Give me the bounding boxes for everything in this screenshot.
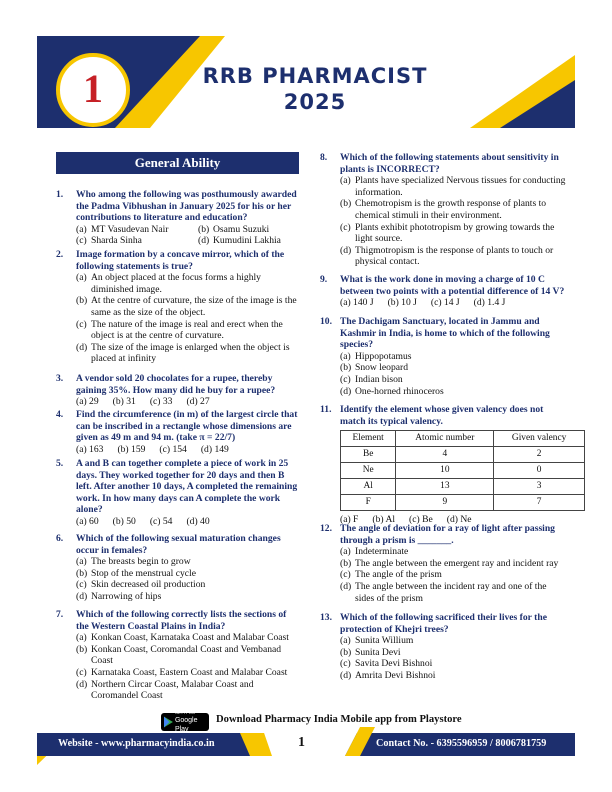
text-item: Konkan Coast, Coromandal Coast and Vembanad Coast xyxy=(91,643,282,667)
question-1 xyxy=(56,189,301,247)
text-item: Be xyxy=(341,447,396,463)
question-text: Which of the following statements about sensitivity in plants is INCORRECT? xyxy=(340,152,559,175)
text-item: Plants have specialized Nervous tissues for conducting information. xyxy=(355,175,566,198)
text-item: 1. xyxy=(56,189,64,200)
options xyxy=(320,297,568,309)
text-item: The breasts begin to grow xyxy=(91,556,191,568)
text-item: (d) 40 xyxy=(186,515,210,527)
text-item: (b) 50 xyxy=(112,515,136,527)
text-item: 6. xyxy=(56,533,64,544)
text-item: Narrowing of hips xyxy=(91,590,162,602)
question-text: Which of the following sexual maturation changes occur in females? xyxy=(76,533,281,556)
header-number: 1 xyxy=(83,66,103,111)
text-item: (c) xyxy=(76,318,87,330)
options xyxy=(320,546,568,604)
text-item: 12. xyxy=(320,523,332,534)
text-item: (c) 14 J xyxy=(430,297,460,309)
text-item: 9. xyxy=(320,274,328,285)
text-item: Ne xyxy=(341,463,396,479)
text-item: Savita Devi Bishnoi xyxy=(355,658,433,670)
text-item: The size of the image is enlarged when the object is placed at infinity xyxy=(91,341,290,365)
text-item: (b) xyxy=(198,223,210,235)
text-item: (b) Al xyxy=(372,514,396,526)
text-item: Skin decreased oil production xyxy=(91,579,206,591)
table-row xyxy=(341,463,585,479)
text-item: (a) 140 J xyxy=(340,297,374,309)
text-item: (c) xyxy=(340,658,351,670)
text-item: (d) xyxy=(340,385,352,397)
text-item: Indian bison xyxy=(355,373,403,385)
options xyxy=(56,272,301,365)
text-item: Karnataka Coast, Eastern Coast and Malabar Coast xyxy=(91,666,288,678)
options xyxy=(320,175,568,268)
question-10 xyxy=(320,316,568,397)
text-item: (a) 29 xyxy=(76,396,99,408)
text-item: The angle between the emergent ray and incident ray xyxy=(355,557,559,569)
question-6 xyxy=(56,533,301,603)
text-item: 11. xyxy=(320,404,332,415)
table-row xyxy=(341,479,585,495)
text-item: 2. xyxy=(56,249,64,260)
question-9 xyxy=(320,274,568,309)
text-item: (a) xyxy=(340,546,351,558)
text-item: 8. xyxy=(320,152,328,163)
text-item: (c) xyxy=(76,579,87,591)
text-item: Plants exhibit phototropism by growing towards the light source. xyxy=(355,221,555,245)
text-item: (c) xyxy=(76,235,87,247)
options xyxy=(56,556,301,602)
text-item: Konkan Coast, Karnataka Coast and Malabar Coast xyxy=(91,632,289,644)
question-text: A vendor sold 20 chocolates for a rupee, thereby gaining 35%. How many did he buy for a rupee? xyxy=(76,373,276,396)
text-item: (c) xyxy=(340,569,351,581)
text-item: (b) xyxy=(340,646,352,658)
text-item: F xyxy=(341,495,396,511)
text-item: (c) xyxy=(76,666,87,678)
text-item: 9 xyxy=(396,495,494,511)
text-item: Sunita Devi xyxy=(355,646,401,658)
text-item: Northern Circar Coast, Malabar Coast and Coromandel Coast xyxy=(91,678,254,702)
text-item: The angle of the prism xyxy=(355,569,442,581)
text-item: Thigmotropism is the response of plants to touch or physical contact. xyxy=(355,244,554,268)
question-2 xyxy=(56,249,301,365)
options xyxy=(56,632,301,702)
text-item: Al xyxy=(341,479,396,495)
text-item: 13 xyxy=(396,479,494,495)
text-item: 4 xyxy=(396,447,494,463)
text-item: (d) xyxy=(76,341,88,353)
footer-white-tab xyxy=(262,727,360,756)
text-item: (a) 163 xyxy=(76,443,104,455)
table-row xyxy=(341,495,585,511)
text-item: (b) xyxy=(340,198,352,210)
text-item: (c) 154 xyxy=(159,443,187,455)
options xyxy=(56,224,301,247)
section-title: General Ability xyxy=(134,155,221,170)
header-title-line1: RRB PHARMACIST xyxy=(202,64,428,88)
text-item: Osamu Suzuki xyxy=(213,223,270,235)
table-header: Atomic number xyxy=(396,431,494,447)
text-item: At the centre of curvature, the size of the image is the same as the size of the object. xyxy=(91,295,297,318)
text-item: (d) xyxy=(340,580,352,592)
table-header: Given valency xyxy=(494,431,585,447)
text-item: (a) xyxy=(76,632,87,644)
text-item: 4. xyxy=(56,409,64,420)
badge-small-text: GET IT ON xyxy=(174,710,195,715)
text-item: (b) xyxy=(76,643,88,655)
text-item: (c) 33 xyxy=(149,396,173,408)
text-item: (c) Be xyxy=(409,514,433,526)
options xyxy=(56,444,301,456)
question-text: Which of the following correctly lists the sections of the Western Coastal Plains in India? xyxy=(76,609,287,632)
text-item: (d) 27 xyxy=(186,396,210,408)
text-item: (d) xyxy=(198,235,210,247)
footer-banner xyxy=(0,725,612,792)
question-7 xyxy=(56,609,301,702)
text-item: (d) xyxy=(76,590,88,602)
question-text: Image formation by a concave mirror, which of the following statements is true? xyxy=(76,249,285,272)
text-item: Indeterminate xyxy=(355,546,409,558)
text-item: The angle between the incident ray and one of the sides of the prism xyxy=(355,580,547,604)
table-row xyxy=(341,447,585,463)
options xyxy=(320,351,568,397)
question-3 xyxy=(56,373,301,408)
text-item: Chemotropism is the growth response of plants to chemical stimuli in their environment. xyxy=(355,198,547,221)
table-header-row xyxy=(341,431,585,447)
text-item: 3 xyxy=(494,479,585,495)
text-item: (d) 149 xyxy=(200,443,229,455)
text-item: 10. xyxy=(320,316,332,327)
question-8 xyxy=(320,152,568,268)
page-number: 1 xyxy=(298,735,305,750)
question-text: Who among the following was posthumously awarded the Padma Vibhushan in January 2025 for his or her contributions to literature and education? xyxy=(76,189,297,224)
text-item: Snow leopard xyxy=(355,362,409,374)
options xyxy=(56,516,301,528)
question-5 xyxy=(56,458,301,528)
text-item: 7 xyxy=(494,495,585,511)
text-item: (b) xyxy=(76,295,88,307)
question-text: Which of the following sacrificed their lives for the protection of Khejri trees? xyxy=(340,612,547,635)
section-title-bar xyxy=(56,152,299,174)
text-item: An object placed at the focus forms a highly diminished image. xyxy=(91,272,261,295)
question-text: Identify the element whose given valency does not match its typical valency. xyxy=(340,404,544,427)
question-text: Find the circumference (in m) of the largest circle that can be inscribed in a rectangle whose dimensions are given as 49 m and 94 m. (take π = 22/7) xyxy=(76,409,298,444)
footer-contact: Contact No. - 6395596959 / 8006781759 xyxy=(376,738,547,749)
text-item: Stop of the menstrual cycle xyxy=(91,567,196,579)
text-item: 0 xyxy=(494,463,585,479)
text-item: (a) xyxy=(76,223,87,235)
text-item: Hippopotamus xyxy=(355,350,412,362)
question-text: The Dachigam Sanctuary, located in Jammu and Kashmir in India, is home to which of the following species? xyxy=(340,316,550,351)
text-item: (c) xyxy=(340,221,351,233)
footer-website[interactable]: Website - www.pharmacyindia.co.in xyxy=(58,738,215,749)
text-item: 3. xyxy=(56,373,64,384)
text-item: The nature of the image is real and erect when the object is at the centre of curvature. xyxy=(91,318,283,342)
text-item: (d) xyxy=(76,678,88,690)
text-item: 5. xyxy=(56,458,64,469)
text-item: 13. xyxy=(320,612,332,623)
options xyxy=(320,635,568,681)
question-12 xyxy=(320,523,568,604)
text-item: MT Vasudevan Nair xyxy=(91,223,169,235)
question-13 xyxy=(320,612,568,682)
text-item: (d) xyxy=(340,669,352,681)
text-item: (a) xyxy=(76,556,87,568)
text-item: (b) 10 J xyxy=(387,297,417,309)
text-item: (a) 60 xyxy=(76,515,99,527)
question-11 xyxy=(320,404,568,526)
valency-table xyxy=(340,430,585,511)
text-item: (c) 54 xyxy=(149,515,173,527)
text-item: (b) 31 xyxy=(112,396,136,408)
table-header: Element xyxy=(341,431,396,447)
text-item: (a) xyxy=(76,272,87,284)
text-item: (b) 159 xyxy=(117,443,146,455)
text-item: (c) xyxy=(340,373,351,385)
text-item: (d) Ne xyxy=(446,514,472,526)
text-item: Kumudini Lakhia xyxy=(213,235,281,247)
question-4 xyxy=(56,409,301,455)
text-item: (b) xyxy=(76,567,88,579)
text-item: Sharda Sinha xyxy=(91,235,142,247)
text-item: 7. xyxy=(56,609,64,620)
text-item: (b) xyxy=(340,362,352,374)
text-item: (d) xyxy=(340,244,352,256)
text-item: (d) 1.4 J xyxy=(473,297,506,309)
text-item: (a) xyxy=(340,350,351,362)
text-item: 2 xyxy=(494,447,585,463)
download-text: Download Pharmacy India Mobile app from Playstore xyxy=(216,714,462,725)
text-item: Sunita Willium xyxy=(355,635,414,647)
question-text: The angle of deviation for a ray of light after passing through a prism is _______. xyxy=(340,523,555,546)
text-item: (b) xyxy=(340,557,352,569)
header-title-line2: 2025 xyxy=(283,90,347,114)
text-item: One-horned rhinoceros xyxy=(355,385,444,397)
question-text: What is the work done in moving a charge of 10 C between two points with a potential difference of 14 V? xyxy=(340,274,565,297)
options xyxy=(56,396,301,408)
text-item: 10 xyxy=(396,463,494,479)
badge-label: Google Play xyxy=(174,717,198,733)
question-text: A and B can together complete a piece of work in 25 days. They worked together for 20 days and then B left. After another 10 days, A completed the remaining work. In how many days can A complete the work alone? xyxy=(76,458,298,516)
text-item: (a) xyxy=(340,175,351,187)
text-item: (a) xyxy=(340,635,351,647)
text-item: (a) F xyxy=(340,514,359,526)
text-item: Amrita Devi Bishnoi xyxy=(355,669,436,681)
